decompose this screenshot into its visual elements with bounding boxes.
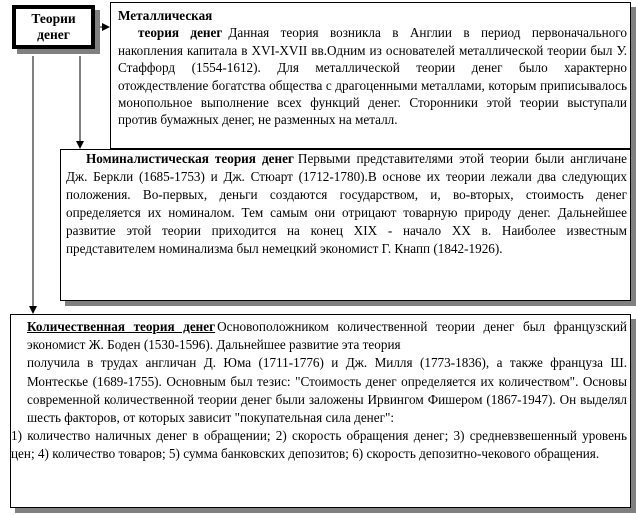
- quantity-title: Количественная теория денег: [27, 319, 216, 334]
- nominalist-body: Первыми представителями этой теории были англичане Дж. Беркли (1685-1753) и Дж. Стюарт (1712-1780).В основе их теории лежали два следующих положения. Во-первых, деньги создаются государством, и, во-вторых, стоимость денег определяется их номиналом. Тем самым они отрицают товарную природу денег. Дальнейшее развитие этой теории приходится на конец XIX - начало XX в. Наиболее известным представителем номинализма был немецкий экономист Г. Кнапп (1842-1926).: [66, 151, 627, 256]
- metallic-body: Данная теория возникла в Англии в период первоначального накопления капитала в XVI-XVII вв.Одним из основателей металлической теории был У. Стаффорд (1554-1612). Для металлической теории денег было характерно отождествление богатства общества с драгоценными металлами, которым приписывалось монопольное выполнение всех функций денег. Сторонники этой теории выступали против бумажных денег, не разменных на металл.: [118, 25, 627, 128]
- root-label-line2: денег: [37, 27, 70, 42]
- metallic-title-line1: Металлическая: [118, 8, 213, 23]
- quantity-body-first: Основоположником количественной теории денег был французский экономист Ж. Боден (1530-1596). Дальнейшее развитие эта теория: [27, 319, 627, 353]
- nominalist-title: Номиналистическая теория денег: [86, 151, 294, 166]
- theories-root-node: [12, 5, 95, 49]
- quantity-factors: 1) количество наличных денег в обращении; 2) скорость обращения денег; 3) средневзвешенный уровень цен; 4) количество товаров; 5) сумма банковских депозитов; 6) скорость депозитно-чекового обращения.: [11, 428, 627, 462]
- quantity-body-second: получила в трудах англичан Д. Юма (1711-1776) и Дж. Милля (1773-1836), а также француза Ш. Монтескье (1689-1755). Основным был тезис: "Стоимость денег определяется их количеством". Основы современной количественной теории денег были заложены Ирвингом Фишером (1867-1947). Он выделял шесть факторов, от которых зависит "покупательная сила денег":: [27, 355, 627, 426]
- root-label-line1: Теории: [31, 11, 76, 26]
- nominalist-theory-box: [60, 149, 631, 301]
- metallic-theory-box: [110, 2, 631, 149]
- quantity-theory-box: [10, 314, 631, 508]
- metallic-title-line2: теория денег: [138, 25, 223, 41]
